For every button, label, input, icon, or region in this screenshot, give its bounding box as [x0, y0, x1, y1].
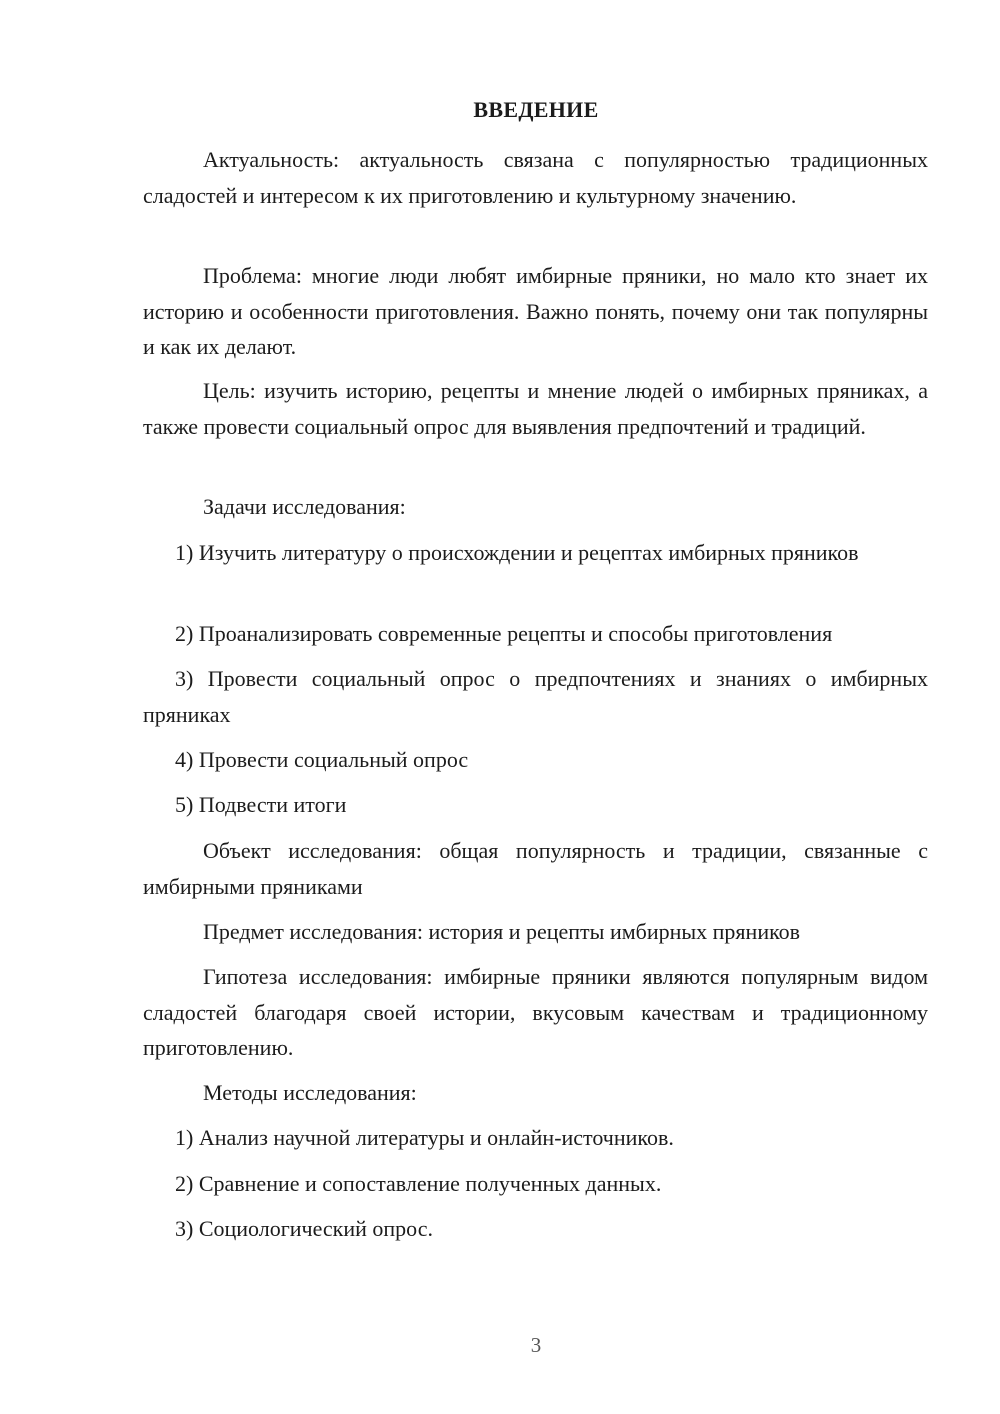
relevance-paragraph: Актуальность: актуальность связана с популярностью традиционных сладостей и интересом к их приготовлению и культурному значению.: [143, 147, 928, 208]
task-item-4: 4) Провести социальный опрос: [175, 747, 469, 772]
hypothesis-paragraph: Гипотеза исследования: имбирные пряники являются популярным видом сладостей благодаря своей истории, вкусовым качествам и традиционному приготовлению.: [143, 964, 928, 1060]
subject-paragraph: Предмет исследования: история и рецепты имбирных пряников: [203, 919, 801, 944]
method-item-3: 3) Социологический опрос.: [175, 1216, 433, 1241]
task-item-2: 2) Проанализировать современные рецепты и способы приготовления: [175, 621, 833, 646]
method-item-1: 1) Анализ научной литературы и онлайн-источников.: [175, 1125, 674, 1150]
section-heading: ВВЕДЕНИЕ: [473, 97, 599, 122]
task-item-1: 1) Изучить литературу о происхождении и рецептах имбирных пряников: [175, 540, 859, 565]
method-item-2: 2) Сравнение и сопоставление полученных данных.: [175, 1171, 662, 1196]
page-number: 3: [530, 1333, 542, 1357]
task-item-5: 5) Подвести итоги: [175, 792, 347, 817]
tasks-title: Задачи исследования:: [203, 494, 406, 519]
problem-paragraph: Проблема: многие люди любят имбирные пряники, но мало кто знает их историю и особенности приготовления. Важно понять, почему они так популярны и как их делают.: [143, 263, 928, 359]
goal-paragraph: Цель: изучить историю, рецепты и мнение людей о имбирных пряниках, а также провести социальный опрос для выявления предпочтений и традиций.: [143, 378, 928, 439]
methods-title: Методы исследования:: [203, 1080, 417, 1105]
object-paragraph: Объект исследования: общая популярность и традиции, связанные с имбирными пряниками: [143, 838, 928, 899]
task-item-3: 3) Провести социальный опрос о предпочтениях и знаниях о имбирных пряниках: [143, 666, 928, 727]
